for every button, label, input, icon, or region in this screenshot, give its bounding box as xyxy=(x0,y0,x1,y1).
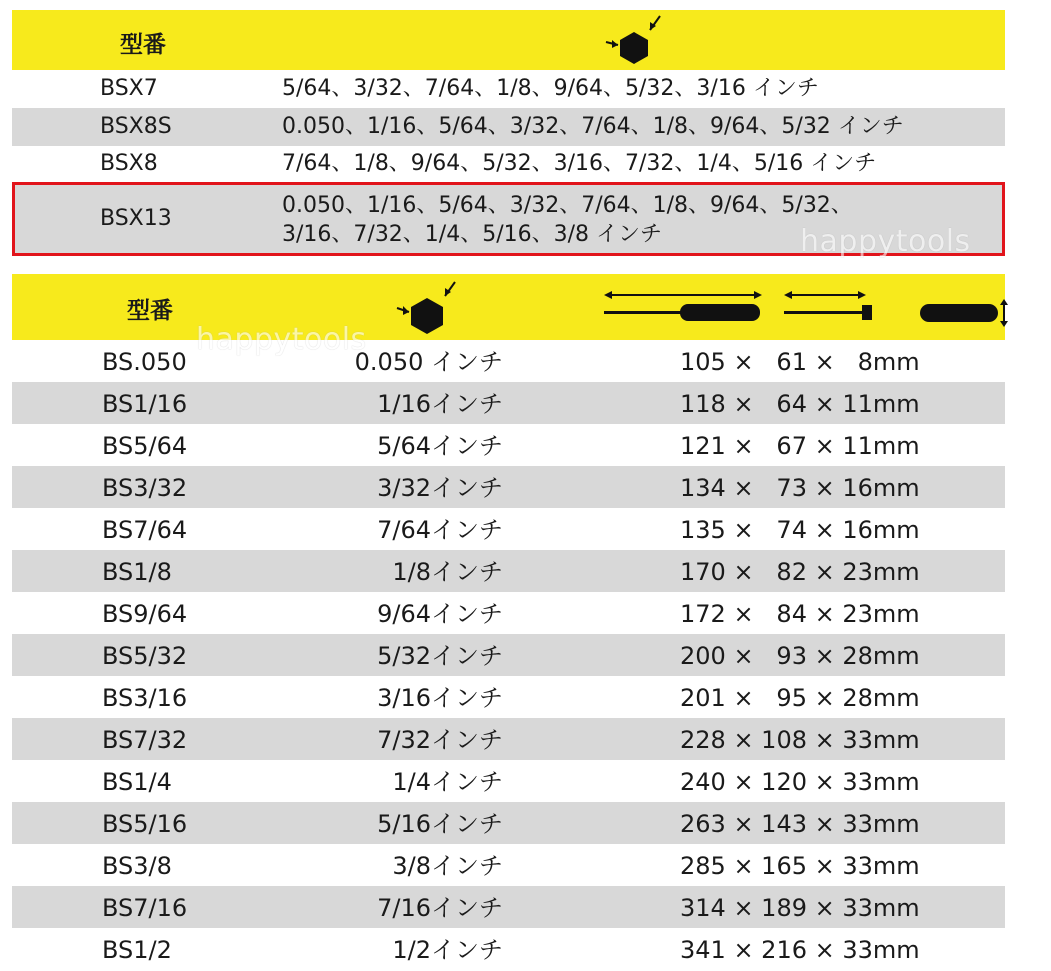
dimensions-cell: 172 × 84 × 23mm xyxy=(680,600,920,628)
model-cell: BSX7 xyxy=(100,76,158,101)
size-cell: 3/8インチ xyxy=(392,852,503,880)
model-cell: BS1/8 xyxy=(102,558,172,586)
size-cell: 7/16インチ xyxy=(377,894,503,922)
model-cell: BSX8 xyxy=(100,151,158,176)
model-cell: BS3/16 xyxy=(102,684,188,712)
model-cell: BS7/32 xyxy=(102,726,188,754)
model-cell: BS3/32 xyxy=(102,474,188,502)
model-cell: BSX8S xyxy=(100,114,172,139)
model-cell: BS1/16 xyxy=(102,390,188,418)
table2-row xyxy=(12,634,1005,676)
size-cell: 1/16インチ xyxy=(377,390,503,418)
model-cell: BS.050 xyxy=(102,348,187,376)
model-cell: BS7/64 xyxy=(102,516,188,544)
size-cell: 5/64インチ xyxy=(377,432,503,460)
size-cell: 9/64インチ xyxy=(377,600,503,628)
model-cell: BSX13 xyxy=(100,206,172,231)
dimensions-cell: 263 × 143 × 33mm xyxy=(680,810,920,838)
table2-row xyxy=(12,592,1005,634)
dimensions-cell: 134 × 73 × 16mm xyxy=(680,474,920,502)
size-cell: 5/32インチ xyxy=(377,642,503,670)
table1-row xyxy=(12,108,1005,146)
table2-header xyxy=(12,274,1005,340)
model-cell: BS5/16 xyxy=(102,810,188,838)
sizes-cell-line2: 3/16、7/32、1/4、5/16、3/8 インチ xyxy=(282,222,663,247)
table2-row xyxy=(12,718,1005,760)
dimensions-cell: 121 × 67 × 11mm xyxy=(680,432,920,460)
dimensions-cell: 200 × 93 × 28mm xyxy=(680,642,920,670)
model-cell: BS1/4 xyxy=(102,768,172,796)
size-cell: 7/32インチ xyxy=(377,726,503,754)
table2-row xyxy=(12,802,1005,844)
table2-row xyxy=(12,760,1005,802)
dimensions-cell: 201 × 95 × 28mm xyxy=(680,684,920,712)
dimensions-cell: 135 × 74 × 16mm xyxy=(680,516,920,544)
size-cell: 3/16インチ xyxy=(377,684,503,712)
table2-row xyxy=(12,382,1005,424)
hex-size-icon xyxy=(395,276,455,336)
table2-row xyxy=(12,550,1005,592)
table2-row xyxy=(12,844,1005,886)
model-cell: BS3/8 xyxy=(102,852,172,880)
table1-row xyxy=(12,70,1005,108)
size-cell: 5/16インチ xyxy=(377,810,503,838)
dimensions-cell: 240 × 120 × 33mm xyxy=(680,768,920,796)
dimensions-cell: 285 × 165 × 33mm xyxy=(680,852,920,880)
model-cell: BS1/2 xyxy=(102,936,172,964)
table2-row xyxy=(12,466,1005,508)
sizes-cell: 0.050、1/16、5/64、3/32、7/64、1/8、9/64、5/32 インチ xyxy=(282,114,904,139)
dimensions-cell: 228 × 108 × 33mm xyxy=(680,726,920,754)
table1-header xyxy=(12,10,1005,70)
table2-row xyxy=(12,424,1005,466)
dimensions-cell: 341 × 216 × 33mm xyxy=(680,936,920,964)
model-cell: BS7/16 xyxy=(102,894,188,922)
size-cell: 3/32インチ xyxy=(377,474,503,502)
table2-header-model: 型番 xyxy=(127,298,173,324)
size-cell: 1/2インチ xyxy=(392,936,503,964)
table2-row xyxy=(12,928,1005,970)
dimensions-cell: 170 × 82 × 23mm xyxy=(680,558,920,586)
sizes-cell: 7/64、1/8、9/64、5/32、3/16、7/32、1/4、5/16 インチ xyxy=(282,151,877,176)
size-cell: 0.050 インチ xyxy=(354,348,503,376)
size-cell: 1/4インチ xyxy=(392,768,503,796)
table2-row xyxy=(12,886,1005,928)
model-cell: BS5/32 xyxy=(102,642,188,670)
handle-diameter-icon xyxy=(918,286,1008,326)
watermark: happytools xyxy=(800,224,971,259)
size-cell: 7/64インチ xyxy=(377,516,503,544)
table2-row xyxy=(12,676,1005,718)
hex-size-icon xyxy=(604,12,664,62)
table2-row xyxy=(12,340,1005,382)
dimensions-cell: 105 × 61 × 8mm xyxy=(680,348,920,376)
watermark: happytools xyxy=(196,322,367,357)
dimensions-cell: 314 × 189 × 33mm xyxy=(680,894,920,922)
total-length-icon xyxy=(602,286,767,326)
sizes-cell-line1: 0.050、1/16、5/64、3/32、7/64、1/8、9/64、5/32、 xyxy=(282,193,853,218)
table1-row xyxy=(12,146,1005,182)
sizes-cell: 5/64、3/32、7/64、1/8、9/64、5/32、3/16 インチ xyxy=(282,76,819,101)
model-cell: BS5/64 xyxy=(102,432,188,460)
blade-length-icon xyxy=(782,286,882,326)
table2-row xyxy=(12,508,1005,550)
dimensions-cell: 118 × 64 × 11mm xyxy=(680,390,920,418)
table1-header-model: 型番 xyxy=(120,32,166,58)
model-cell: BS9/64 xyxy=(102,600,188,628)
size-cell: 1/8インチ xyxy=(392,558,503,586)
